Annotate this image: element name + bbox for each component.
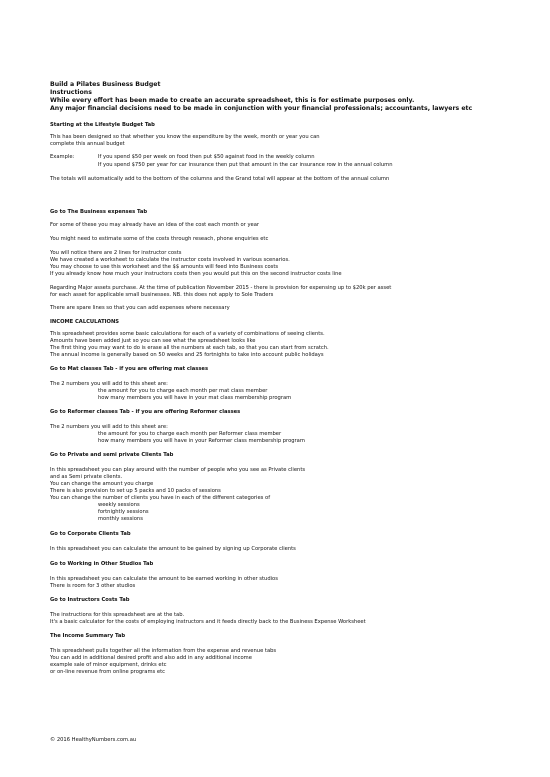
business-text: You may choose to use this worksheet and the $$ amounts will feed into Business costs (50, 264, 279, 270)
example-line: If you spend $50 per week on food then put $50 against food in the weekly column (98, 154, 315, 160)
income-text: The first thing you may want to do is erase all the numbers at each tab, so that you can start from scratch. (50, 345, 329, 351)
other-studios-text: In this spreadsheet you can calculate the amount to be earned working in other studios (50, 576, 278, 582)
mat-heading: Go to Mat classes Tab - if you are offering mat classes (50, 366, 209, 372)
private-item: weekly sessions (98, 502, 140, 508)
instructions-heading: Instructions (50, 89, 92, 96)
reformer-item: how many members you will have in your Reformer class membership program (98, 438, 305, 444)
income-text: Amounts have been added just so you can see what the spreadsheet looks like (50, 338, 256, 344)
business-text: for each asset for applicable small businesses. NB. this does not apply to Sole Traders (50, 292, 274, 298)
business-text: You might need to estimate some of the costs through reseach, phone enquiries etc (50, 236, 269, 242)
other-studios-text: There is room for 3 other studios (50, 583, 136, 589)
mat-text: The 2 numbers you will add to this sheet are: (50, 381, 168, 387)
business-heading: Go to The Business expenses Tab (50, 209, 148, 215)
example-label: Example: (50, 154, 75, 160)
business-text: There are spare lines so that you can add expenses where necessary (50, 305, 230, 311)
mat-item: the amount for you to charge each month per mat class member (98, 388, 268, 394)
income-text: This spreadsheet provides some basic calculations for each of a variety of combinations of seeing clients. (50, 331, 325, 337)
reformer-text: The 2 numbers you will add to this sheet are: (50, 424, 168, 430)
private-text: There is also provision to set up 5 packs and 10 packs of sessions (50, 488, 221, 494)
private-item: monthly sessions (98, 516, 143, 522)
corporate-heading: Go to Corporate Clients Tab (50, 531, 131, 537)
document-title: Build a Pilates Business Budget (50, 81, 161, 88)
lifestyle-totals: The totals will automatically add to the bottom of the columns and the Grand total will appear at the bottom of the annual column (50, 176, 390, 182)
private-text: In this spreadsheet you can play around with the number of people who you see as Private clients (50, 467, 306, 473)
instructors-heading: Go to Instructors Costs Tab (50, 597, 130, 603)
corporate-text: In this spreadsheet you can calculate the amount to be gained by signing up Corporate clients (50, 546, 296, 552)
lifestyle-heading: Starting at the Lifestyle Budget Tab (50, 122, 155, 128)
example-line: If you spend $750 per year for car insurance then put that amount in the car insurance row in the annual column (98, 162, 393, 168)
summary-heading: The Income Summary Tab (50, 633, 126, 639)
business-text: For some of these you may already have an idea of the cost each month or year (50, 222, 260, 228)
other-studios-heading: Go to Working in Other Studios Tab (50, 561, 154, 567)
income-text: The annual income is generally based on 50 weeks and 25 fortnights to take into account public holidays (50, 352, 324, 358)
business-text: You will notice there are 2 lines for instructor costs (50, 250, 182, 256)
private-text: You can change the number of clients you have in each of the different categories of (50, 495, 271, 501)
private-heading: Go to Private and semi private Clients Tab (50, 452, 174, 458)
business-text: We have created a worksheet to calculate the instructor costs involved in various scenarios. (50, 257, 290, 263)
income-heading: INCOME CALCULATIONS (50, 319, 120, 325)
mat-item: how many members you will have in your mat class membership program (98, 395, 292, 401)
lifestyle-text: This has been designed so that whether you know the expenditure by the week, month or year you can (50, 134, 320, 140)
private-text: You can change the amount you charge (50, 481, 154, 487)
summary-text: You can add in additional desired profit and also add in any additional income (50, 655, 252, 661)
instructors-text: The instructions for this spreadsheet are at the tab. (50, 612, 185, 618)
lifestyle-text: complete this annual budget (50, 141, 125, 147)
summary-text: example sale of minor equipment, drinks etc (50, 662, 167, 668)
footer-copyright: © 2016 HealthyNumbers.com.au (50, 737, 137, 743)
summary-text: or on-line revenue from online programs etc (50, 669, 165, 675)
business-text: Regarding Major assets purchase. At the time of publication November 2015 - there is provision for expensing up to $20k per asset (50, 285, 392, 291)
instructors-text: It's a basic calculator for the costs of employing instructors and it feeds directly back to the Business Expense Worksheet (50, 619, 366, 625)
summary-text: This spreadsheet pulls together all the information from the expense and revenue tabs (50, 648, 277, 654)
private-text: and as Semi private clients. (50, 474, 123, 480)
reformer-heading: Go to Reformer classes Tab - if you are offering Reformer classes (50, 409, 241, 415)
reformer-item: the amount for you to charge each month per Reformer class member (98, 431, 282, 437)
business-text: If you already know how much your instructors costs then you would put this on the second instructor costs line (50, 271, 342, 277)
disclaimer-line-1: While every effort has been made to create an accurate spreadsheet, this is for estimate purposes only. (50, 97, 415, 104)
disclaimer-line-2: Any major financial decisions need to be made in conjunction with your financial professionals; accountants, lawyers etc (50, 105, 473, 112)
private-item: fortnightly sessions (98, 509, 149, 515)
